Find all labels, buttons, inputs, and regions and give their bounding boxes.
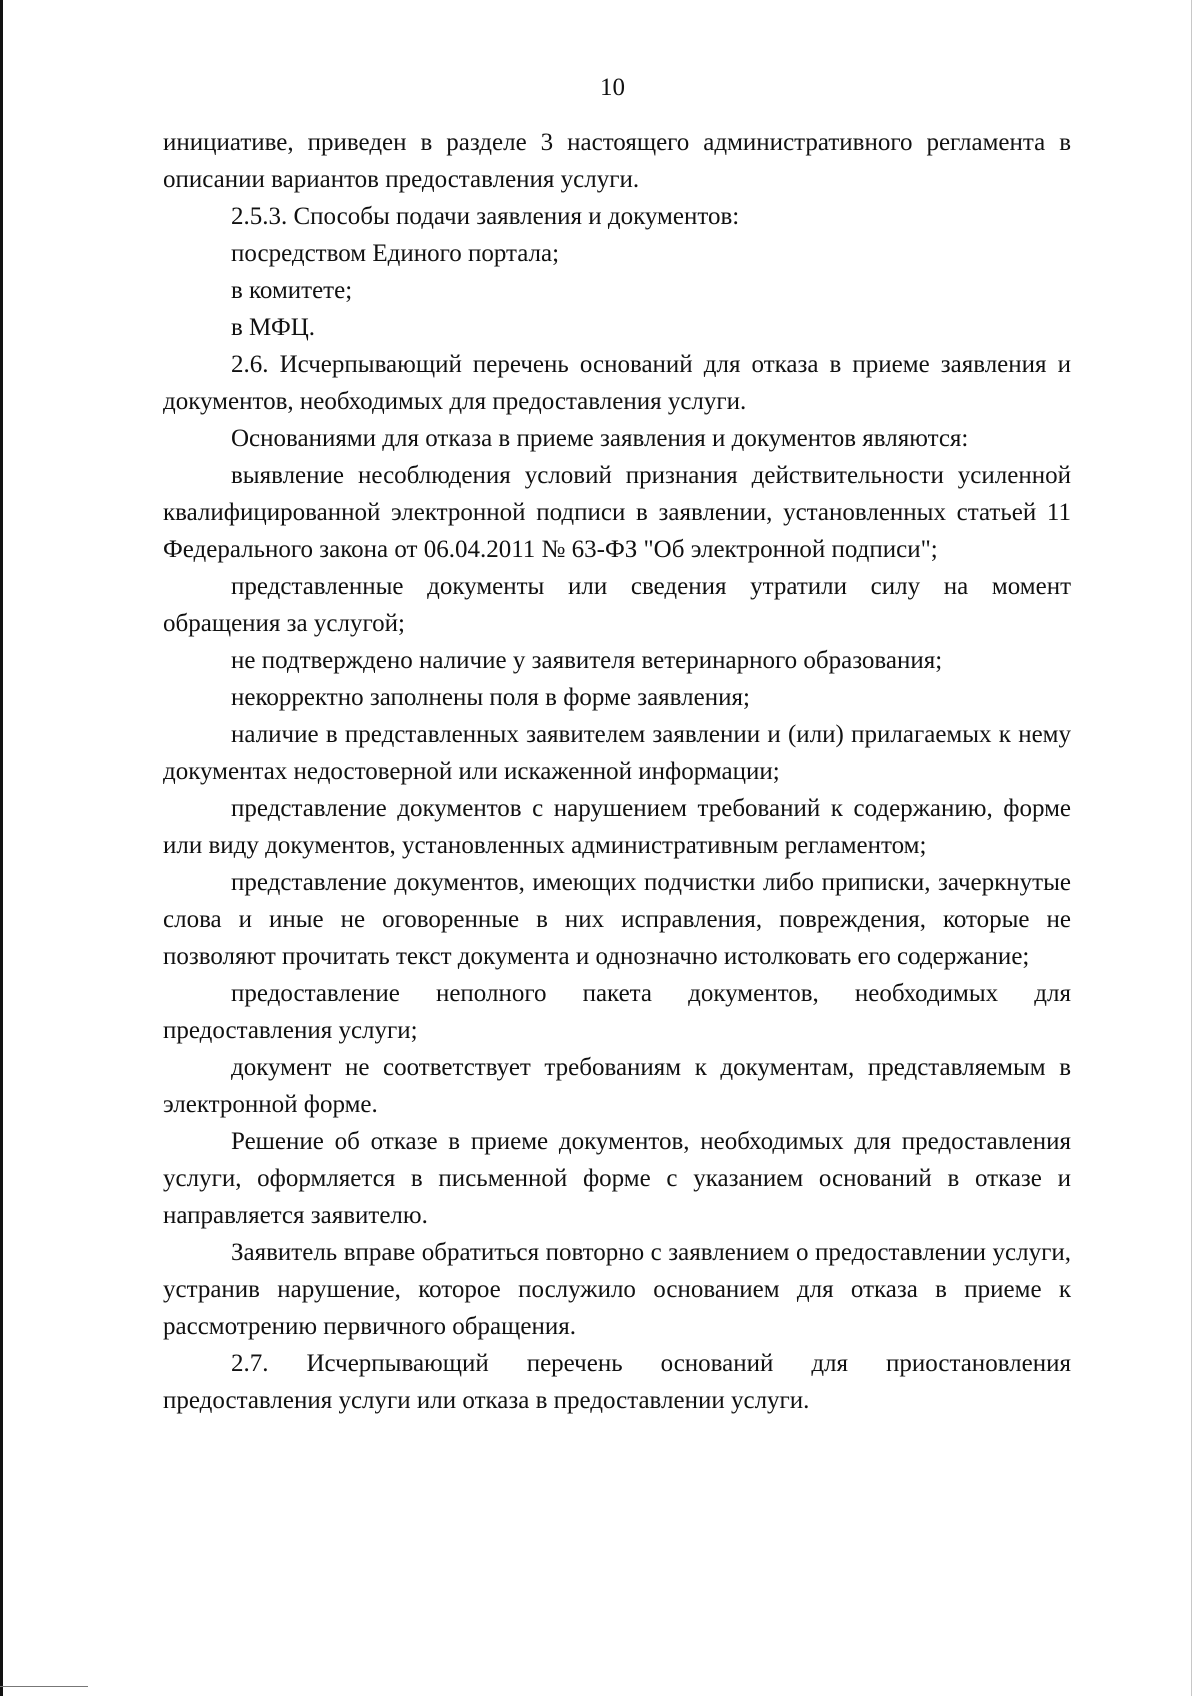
paragraph: представление документов, имеющих подчистки либо приписки, зачеркнутые слова и иные не оговоренные в них исправления, повреждения, которые не позволяют прочитать текст документа и однозначно истолковать его содержание; [163,869,1071,970]
page-number: 10 [600,74,625,101]
paragraph: Заявитель вправе обратиться повторно с заявлением о предоставлении услуги, устранив нарушение, которое послужило основанием для отказа в приеме к рассмотрению первичного обращения. [163,1239,1071,1340]
paragraph: в МФЦ. [231,314,316,341]
paragraph: в комитете; [231,277,353,304]
paragraph: не подтверждено наличие у заявителя ветеринарного образования; [231,647,943,674]
paragraph: документ не соответствует требованиям к документам, представляемым в электронной форме. [163,1054,1071,1118]
paragraph: инициативе, приведен в разделе 3 настоящего административного регламента в описании вариантов предоставления услуги. [163,129,1071,193]
corner-mark [0,1686,88,1687]
scan-edge-left [0,0,3,1696]
paragraph: посредством Единого портала; [231,240,560,267]
paragraph: представление документов с нарушением требований к содержанию, форме или виду документов, установленных административным регламентом; [163,795,1071,859]
paragraph: 2.5.3. Способы подачи заявления и документов: [231,203,740,230]
paragraph: 2.7. Исчерпывающий перечень оснований для приостановления предоставления услуги или отказа в предоставлении услуги. [163,1350,1071,1414]
paragraph: представленные документы или сведения утратили силу на момент обращения за услугой; [163,573,1071,637]
paragraph: предоставление неполного пакета документов, необходимых для предоставления услуги; [163,980,1071,1044]
paragraph: Основаниями для отказа в приеме заявления и документов являются: [231,425,969,452]
paragraph: некорректно заполнены поля в форме заявления; [231,684,750,711]
document-body [163,124,1071,1419]
paragraph: Решение об отказе в приеме документов, необходимых для предоставления услуги, оформляется в письменной форме с указанием оснований в отказе и направляется заявителю. [163,1128,1071,1229]
scan-edge-right [1191,0,1192,1696]
paragraph: выявление несоблюдения условий признания действительности усиленной квалифицированной электронной подписи в заявлении, установленных статьей 11 Федерального закона от 06.04.2011 № 63-ФЗ "Об электронной подписи"; [163,462,1071,563]
paragraph: 2.6. Исчерпывающий перечень оснований для отказа в приеме заявления и документов, необходимых для предоставления услуги. [163,351,1071,415]
paragraph: наличие в представленных заявителем заявлении и (или) прилагаемых к нему документах недостоверной или искаженной информации; [163,721,1071,785]
